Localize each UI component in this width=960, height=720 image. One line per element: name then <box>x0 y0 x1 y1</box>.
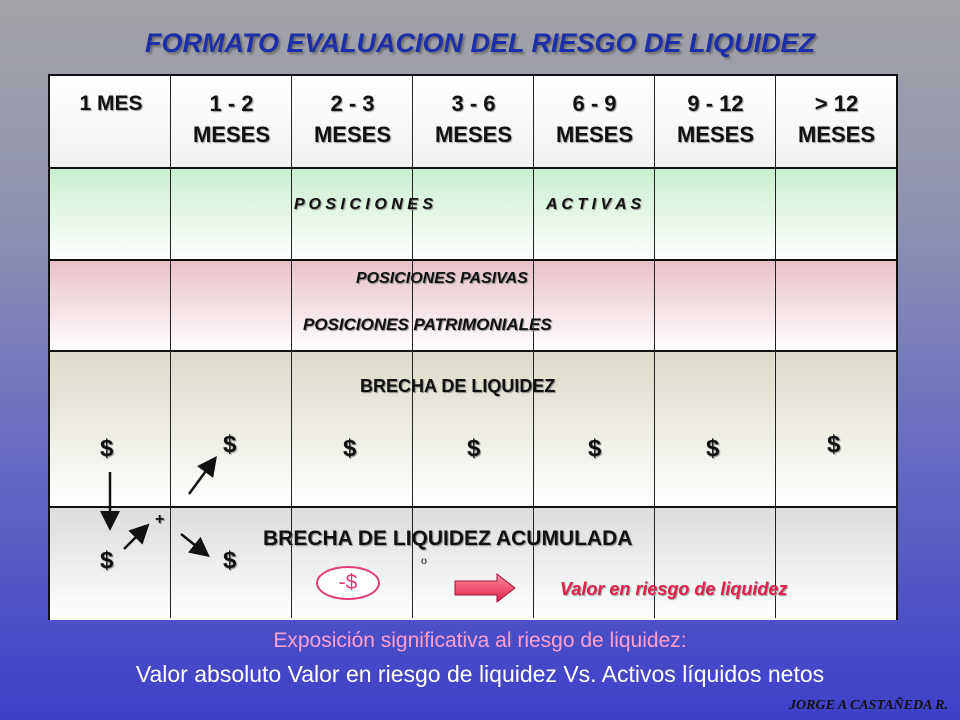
col-header-3-6-meses: 3 - 6 MESES <box>434 91 513 147</box>
small-o-mark: o <box>421 553 427 567</box>
valor-absoluto-text: Valor absoluto Valor en riesgo de liquidez Vs. Activos líquidos netos <box>135 661 825 687</box>
column-divider <box>654 76 655 618</box>
exposure-text: Exposición significativa al riesgo de liquidez: <box>273 629 687 652</box>
col-header-over-12-meses: > 12 MESES <box>797 91 876 147</box>
activas-label-right: A C T I V A S <box>546 196 642 213</box>
brecha-value-6-9-meses: $ <box>588 435 602 462</box>
column-divider <box>775 76 776 618</box>
col-header-1-2-meses: 1 - 2 MESES <box>192 91 271 147</box>
brecha-value-1-2-meses: $ <box>223 431 237 458</box>
col-header-6-9-meses: 6 - 9 MESES <box>555 91 634 147</box>
column-divider <box>170 76 171 618</box>
brecha-value-9-12-meses: $ <box>706 435 720 462</box>
brecha-label: BRECHA DE LIQUIDEZ <box>360 376 556 396</box>
brecha-acumulada-label: BRECHA DE LIQUIDEZ ACUMULADA <box>263 527 633 550</box>
activas-row <box>50 167 896 261</box>
author-credit: JORGE A CASTAÑEDA R. <box>789 698 948 713</box>
col-header-2-3-meses: 2 - 3 MESES <box>313 91 392 147</box>
col-header-9-12-meses: 9 - 12 MESES <box>676 91 755 147</box>
acumulada-value-1-mes: $ <box>100 547 114 574</box>
brecha-value-1-mes: $ <box>100 435 114 462</box>
brecha-value-over-12-meses: $ <box>827 431 841 458</box>
brecha-value-2-3-meses: $ <box>343 435 357 462</box>
acumulada-value-1-2-meses: $ <box>223 547 237 574</box>
brecha-row <box>50 350 896 508</box>
col-header-1-mes: 1 MES <box>79 92 143 115</box>
pasivas-label: POSICIONES PASIVAS <box>356 270 528 287</box>
brecha-value-3-6-meses: $ <box>467 435 481 462</box>
plus-sign: + <box>155 511 165 528</box>
patrimoniales-label: POSICIONES PATRIMONIALES <box>303 315 552 334</box>
page-title: FORMATO EVALUACION DEL RIESGO DE LIQUIDEZ <box>144 28 816 58</box>
brecha-acumulada-row <box>50 506 896 620</box>
activas-label-left: P O S I C I O N E S <box>294 196 433 213</box>
header-row <box>50 76 896 167</box>
valor-en-riesgo-label: Valor en riesgo de liquidez <box>560 579 788 599</box>
negative-value-oval: -$ <box>316 566 380 600</box>
